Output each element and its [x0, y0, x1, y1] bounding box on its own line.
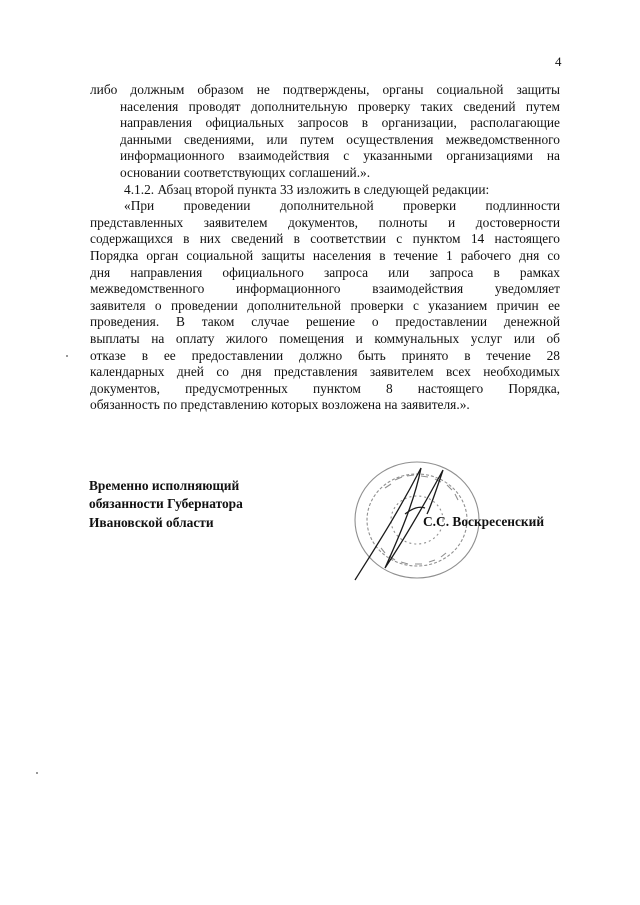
signatory-title-line: Временно исполняющий — [89, 478, 240, 493]
quote-line: документов, предусмотренных пунктом 8 настоящего Порядка, — [90, 380, 560, 396]
text-line: основании соответствующих соглашений.». — [120, 164, 371, 180]
clause-heading: 4.1.2. Абзац второй пункта 33 изложить в следующей редакции: — [124, 181, 490, 197]
document-body — [90, 82, 560, 414]
margin-speck — [36, 772, 38, 774]
margin-speck — [66, 355, 68, 357]
page-number: 4 — [555, 54, 562, 69]
text-line: либо должным образом не подтверждены, органы социальной защиты — [90, 82, 560, 97]
quote-line: содержащихся в них сведений в соответствии с пунктом 14 настоящего — [90, 231, 560, 247]
quote-line: отказе в ее предоставлении должно быть принято в течение 28 — [90, 347, 560, 363]
quote-line: дня направления официального запроса или запроса в рамках — [90, 264, 560, 280]
quote-line: «При проведении дополнительной проверки подлинности — [124, 198, 560, 214]
text-line: населения проводят дополнительную проверку таких сведений путем — [120, 98, 560, 114]
signatory-name: С.С. Воскресенский — [423, 514, 545, 529]
quote-line: проведения. В таком случае решение о предоставлении денежной — [90, 314, 560, 330]
quote-line: календарных дней со дня представления заявителем всех необходимых — [90, 364, 560, 380]
quote-line: обязанность по представлению которых возложена на заявителя.». — [90, 397, 470, 413]
signatory-title-line: обязанности Губернатора — [89, 496, 243, 512]
quote-line: выплаты на оплату жилого помещения и коммунальных услуг или об — [90, 330, 560, 346]
text-line: данными сведениями, или путем осуществления межведомственного — [120, 131, 560, 147]
quote-line: представленных заявителем документов, полноты и достоверности — [90, 214, 560, 230]
text-line: информационного взаимодействия с указанными организациями на — [120, 148, 560, 164]
signatory-title-line: Ивановской области — [89, 514, 214, 530]
quote-line: заявителя о проведении дополнительной проверки с указанием причин ее — [90, 297, 560, 313]
quote-line: Порядка орган социальной защиты населения в течение 1 рабочего дня со — [90, 247, 560, 263]
text-line: направления официальных запросов в организации, располагающие — [120, 115, 560, 131]
quote-line: межведомственного информационного взаимодействия уведомляет — [90, 281, 560, 297]
signatory-title — [89, 477, 243, 532]
